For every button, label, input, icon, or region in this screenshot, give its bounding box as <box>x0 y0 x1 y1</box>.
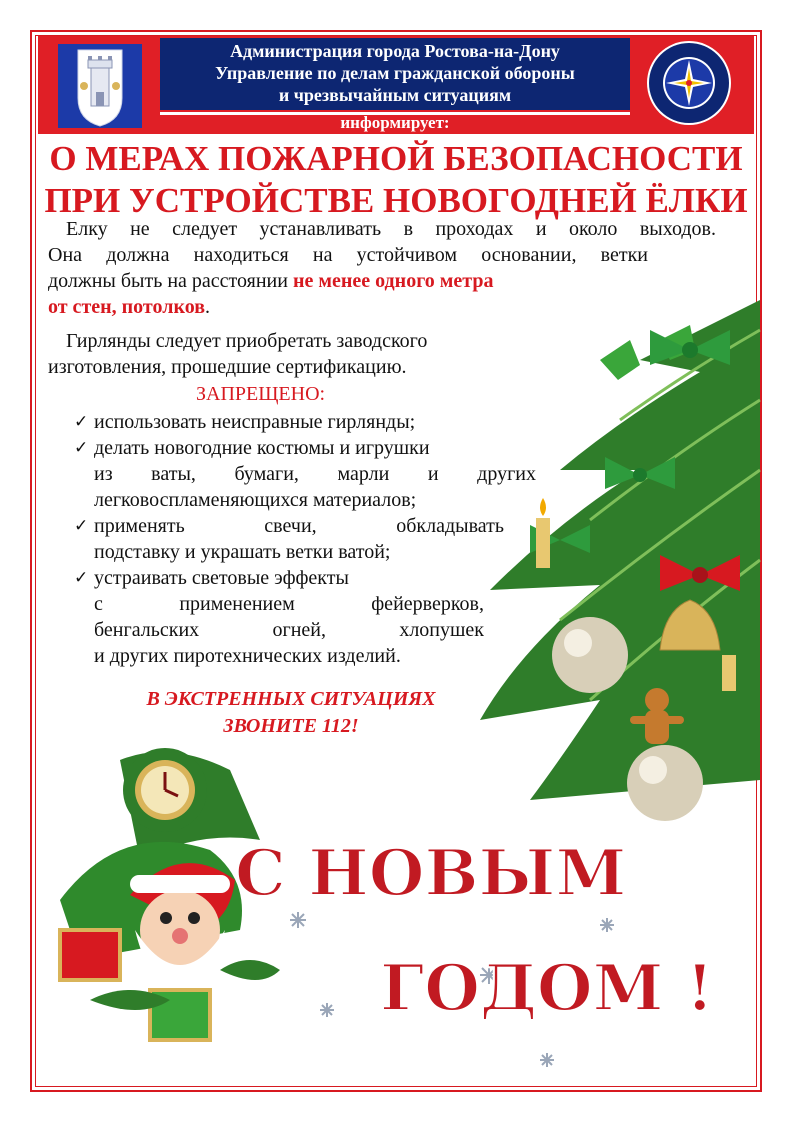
emergency-line-2: ЗВОНИТЕ 112! <box>223 715 359 737</box>
walls-highlight: от стен, потолков <box>48 296 206 318</box>
header-line-3: и чрезвычайным ситуациям <box>278 85 512 105</box>
prohibitions-list <box>74 409 536 669</box>
title-line-1: О МЕРАХ ПОЖАРНОЙ БЕЗОПАСНОСТИ <box>49 139 743 178</box>
list-item-line: и других пиротехнических изделий. <box>94 645 401 667</box>
header-line-2: Управление по делам гражданской обороны <box>215 63 575 83</box>
list-item-line: устраивать световые эффекты <box>94 567 349 589</box>
paragraph-2 <box>48 328 528 380</box>
title-line-2: ПРИ УСТРОЙСТВЕ НОВОГОДНЕЙ ЁЛКИ <box>44 181 748 220</box>
list-item-line: делать новогодние костюмы и игрушки <box>94 437 430 459</box>
distance-highlight: не менее одного метра <box>292 270 494 292</box>
check-icon: ✓ <box>74 412 89 432</box>
list-item <box>74 513 504 565</box>
list-item-line: использовать неисправные гирлянды; <box>94 411 416 433</box>
list-item-line: с применением фейерверков, <box>94 593 484 615</box>
paragraph-1-line-2: Она должна находиться на устойчивом основании, ветки <box>48 244 648 266</box>
list-item-line: из ваты, бумаги, марли и других <box>94 463 536 485</box>
list-item-line: легковоспламеняющихся материалов; <box>94 489 417 511</box>
paragraph-1-line-3 <box>48 268 716 294</box>
list-item-line: бенгальских огней, хлопушек <box>94 619 484 641</box>
paragraph-1-line-4 <box>48 294 716 320</box>
emergency-line-1: В ЭКСТРЕННЫХ СИТУАЦИЯХ <box>146 688 436 710</box>
header-line-1: Администрация города Ростова-на-Дону <box>230 41 560 61</box>
emergency-notice <box>48 686 534 740</box>
check-icon: ✓ <box>74 438 89 458</box>
greeting-line-1: С НОВЫМ <box>235 836 627 911</box>
forbidden-label: ЗАПРЕЩЕНО: <box>196 383 326 405</box>
list-item <box>74 565 484 669</box>
list-item <box>74 435 536 513</box>
greeting-line-2: ГОДОМ ! <box>380 951 714 1026</box>
list-item-line: подставку и украшать ветки ватой; <box>94 541 391 563</box>
paragraph-1-period: . <box>205 296 211 318</box>
list-item-line: применять свечи, обкладывать <box>94 515 504 537</box>
paragraph-1-line-1: Елку не следует устанавливать в проходах и около выходов. <box>66 218 716 240</box>
paragraph-2-line-1: Гирлянды следует приобретать заводского <box>66 330 428 352</box>
list-item <box>74 409 536 435</box>
check-icon: ✓ <box>74 568 89 588</box>
check-icon: ✓ <box>74 516 89 536</box>
header-informs: информирует: <box>340 113 450 132</box>
paragraph-1 <box>48 216 716 320</box>
paragraph-2-line-2: изготовления, прошедшие сертификацию. <box>48 356 407 378</box>
paragraph-1-text: должны быть на расстоянии <box>48 270 293 292</box>
